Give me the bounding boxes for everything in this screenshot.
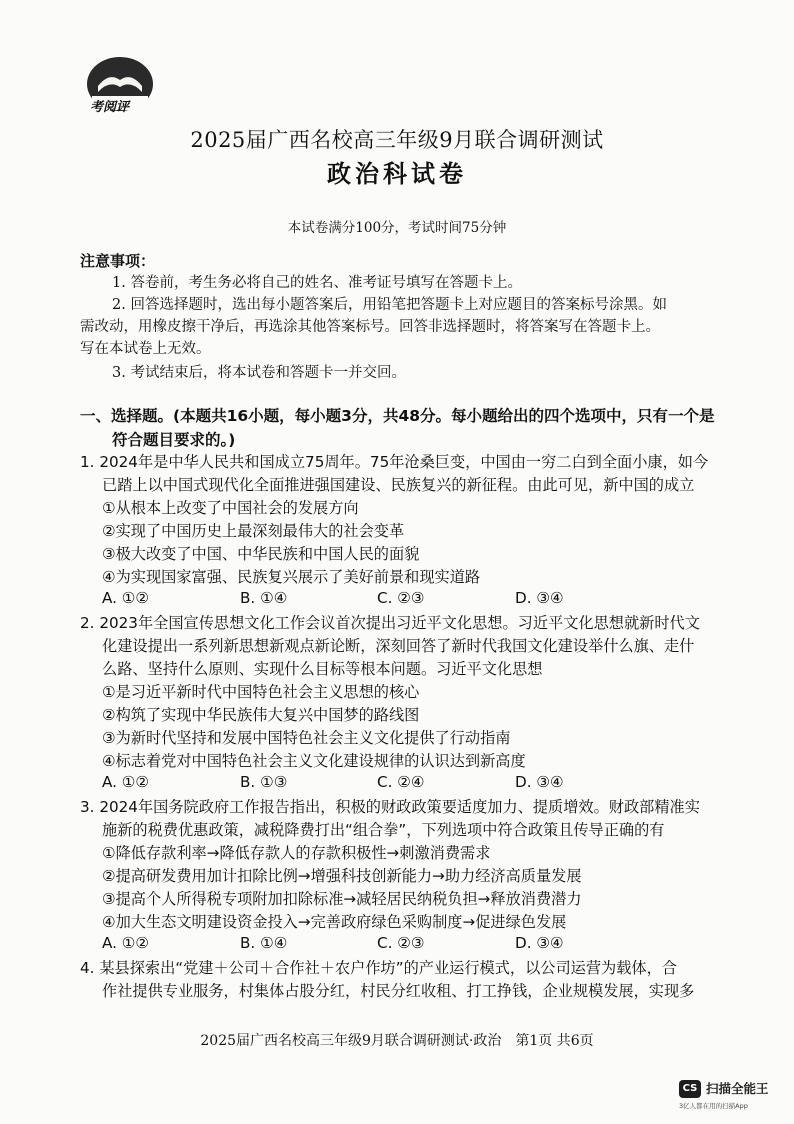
question-2-item-2: ②构筑了实现中华民族伟大复兴中国梦的路线图 [102,706,420,724]
notice-item-2-line3: 写在本试卷上无效。 [80,341,211,357]
question-2-option-b: B. ①③ [240,773,288,791]
exam-title: 2025届广西名校高三年级9月联合调研测试 [190,128,604,152]
notice-item-3: 3. 考试结束后，将本试卷和答题卡一并交回。 [112,365,406,381]
question-4-line-1: 4. 某县探索出“党建＋公司＋合作社＋农户作坊”的产业运行模式，以公司运营为载体，合 [80,959,677,977]
question-1-option-b: B. ①④ [240,589,288,607]
question-3-item-1: ①降低存款利率→降低存款人的存款积极性→刺激消费需求 [102,844,491,862]
question-2-item-4: ④标志着党对中国特色社会主义文化建设规律的认识达到新高度 [102,752,526,770]
question-1-item-3: ③极大改变了中国、中华民族和中国人民的面貌 [102,545,420,563]
question-3-item-4: ④加大生态文明建设资金投入→完善政府绿色采购制度→促进绿色发展 [102,913,567,931]
question-1-option-c: C. ②③ [377,589,425,607]
scanner-label: 扫描全能王 [706,1081,769,1096]
question-2-option-d: D. ③④ [515,773,564,791]
question-1-line-2: 已踏上以中国式现代化全面推进强国建设、民族复兴的新征程。由此可见，新中国的成立 [102,476,695,494]
question-3-line-1: 3. 2024年国务院政府工作报告指出，积极的财政政策要适度加力、提质增效。财政部精准实 [80,798,700,816]
question-1-option-d: D. ③④ [515,589,564,607]
question-1-item-2: ②实现了中国历史上最深刻最伟大的社会变革 [102,522,405,540]
question-2-item-1: ①是习近平新时代中国特色社会主义思想的核心 [102,683,420,701]
question-2-item-3: ③为新时代坚持和发展中国特色社会主义文化提供了行动指南 [102,729,511,747]
section-heading: 一、选择题。(本题共16小题，每小题3分，共48分。每小题给出的四个选项中，只有一个是 [80,407,715,425]
logo-text: 考阅评 [90,100,130,115]
question-2-line-1: 2. 2023年全国宣传思想文化工作会议首次提出习近平文化思想。习近平文化思想就新时代文 [80,614,700,632]
question-1-line-1: 1. 2024年是中华人民共和国成立75周年。75年沧桑巨变，中国由一穷二白到全面小康，如今 [80,453,709,471]
question-3-option-a: A. ①② [102,934,150,952]
page-footer: 2025届广西名校高三年级9月联合调研测试·政治 第1页 共6页 [200,1033,594,1049]
question-3-item-2: ②提高研发费用加计扣除比例→增强科技创新能力→助力经济高质量发展 [102,867,582,885]
notice-heading: 注意事项： [80,252,156,270]
question-2-line-3: 么路、坚持什么原则、实现什么目标等根本问题。习近平文化思想 [102,660,543,678]
question-3-line-2: 施新的税费优惠政策，减税降费打出“组合拳”，下列选项中符合政策且传导正确的有 [102,821,665,839]
notice-item-2-line1: 2. 回答选择题时，选出每小题答案后，用铅笔把答题卡上对应题目的答案标号涂黑。如 [112,297,667,313]
scanner-badge-icon: CS [679,1080,701,1098]
question-1-item-4: ④为实现国家富强、民族复兴展示了美好前景和现实道路 [102,568,481,586]
score-info: 本试卷满分100分，考试时间75分钟 [287,220,507,236]
question-3-option-b: B. ①④ [240,934,288,952]
question-3-option-c: C. ②③ [377,934,425,952]
question-3-item-3: ③提高个人所得税专项附加扣除标准→减轻居民纳税负担→释放消费潜力 [102,890,582,908]
notice-item-2-line2: 需改动，用橡皮擦干净后，再选涂其他答案标号。回答非选择题时，将答案写在答题卡上。 [80,319,660,335]
question-3-option-d: D. ③④ [515,934,564,952]
exam-subtitle: 政治科试卷 [327,159,467,188]
question-2-option-c: C. ②④ [377,773,425,791]
question-1-item-1: ①从根本上改变了中国社会的发展方向 [102,499,359,517]
question-2-option-a: A. ①② [102,773,150,791]
section-heading-cont: 符合题目要求的。) [112,431,236,449]
scanner-tagline: 3亿人都在用的扫描App [679,1102,748,1110]
question-1-option-a: A. ①② [102,589,150,607]
notice-item-1: 1. 答卷前，考生务必将自己的姓名、准考证号填写在答题卡上。 [112,275,522,291]
question-4-line-2: 作社提供专业服务，村集体占股分红，村民分红收租、打工挣钱，企业规模发展，实现多 [102,982,695,1000]
question-2-line-2: 化建设提出一系列新思想新观点新论断，深刻回答了新时代我国文化建设举什么旗、走什 [102,637,695,655]
